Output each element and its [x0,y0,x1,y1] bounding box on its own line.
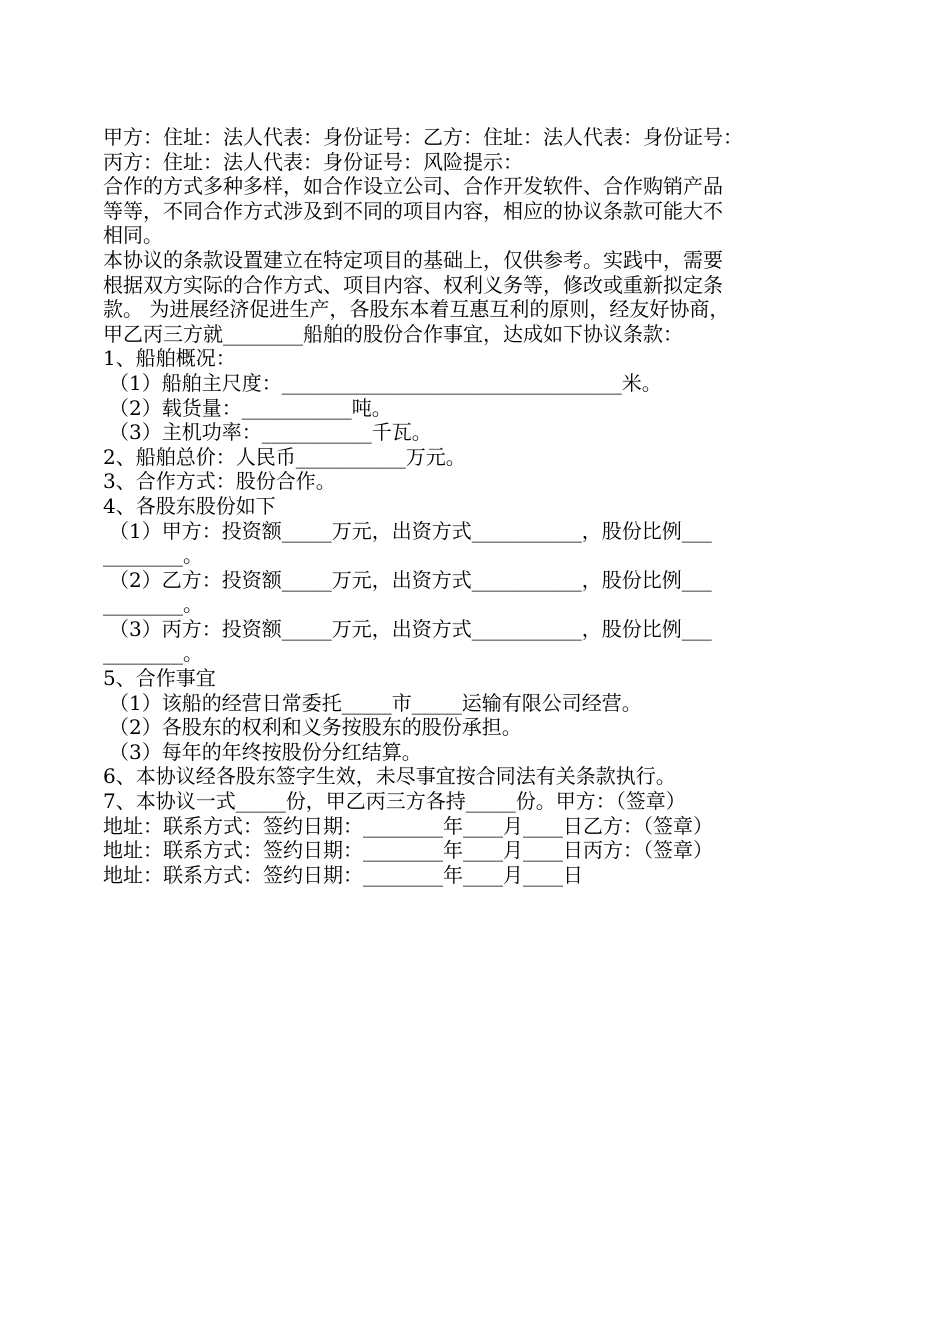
text-line: 款。 为进展经济促进生产，各股东本着互惠互利的原则，经友好协商， [103,297,730,322]
section-heading: 5、合作事宜 [103,666,216,691]
text-line: 相同。 [103,223,163,248]
agreement-text [103,125,865,887]
text-line: 丙方：住址：法人代表：身份证号：风险提示： [103,149,523,174]
clause-item: （3）丙方：投资额_____万元，出资方式___________，股份比例___ [109,616,712,641]
section-heading: 4、各股东股份如下 [103,493,276,518]
text-line: 根据双方实际的合作方式、项目内容、权利义务等，修改或重新拟定条 [103,272,723,297]
clause-item: （3）主机功率：___________千瓦。 [109,420,432,445]
text-line: 甲乙丙三方就________船舶的股份合作事宜，达成如下协议条款： [103,321,683,346]
signature-line: 地址：联系方式：签约日期：________年____月____日丙方：（签章） [103,838,713,863]
text-line: 本协议的条款设置建立在特定项目的基础上，仅供参考。实践中，需要 [103,247,723,272]
section-heading: 7、本协议一式_____份，甲乙丙三方各持_____份。甲方：（签章） [103,789,686,814]
clause-item: （1）该船的经营日常委托_____市_____运输有限公司经营。 [109,690,642,715]
text-line: 合作的方式多种多样，如合作设立公司、合作开发软件、合作购销产品 [103,174,723,199]
section-heading: 6、本协议经各股东签字生效，未尽事宜按合同法有关条款执行。 [103,764,676,789]
clause-item: （3）每年的年终按股份分红结算。 [109,739,422,764]
clause-item: （2）载货量：___________吨。 [109,395,392,420]
text-line: 甲方：住址：法人代表：身份证号：乙方：住址：法人代表：身份证号： [103,125,743,149]
signature-line: 地址：联系方式：签约日期：________年____月____日 [103,862,583,887]
clause-item: （2）乙方：投资额_____万元，出资方式___________，股份比例___ [109,567,712,592]
text-line: 等等，不同合作方式涉及到不同的项目内容，相应的协议条款可能大不 [103,198,723,223]
text-line: ________。 [103,543,203,568]
section-heading: 3、合作方式：股份合作。 [103,469,336,494]
clause-item: （1）甲方：投资额_____万元，出资方式___________，股份比例___ [109,518,712,543]
section-heading: 2、船舶总价：人民币___________万元。 [103,444,466,469]
text-line: ________。 [103,641,203,666]
text-line: ________。 [103,592,203,617]
clause-item: （1）船舶主尺度：__________________________________米。 [109,370,662,395]
signature-line: 地址：联系方式：签约日期：________年____月____日乙方：（签章） [103,813,713,838]
section-heading: 1、船舶概况： [103,346,236,371]
clause-item: （2）各股东的权利和义务按股东的股份承担。 [109,715,522,740]
